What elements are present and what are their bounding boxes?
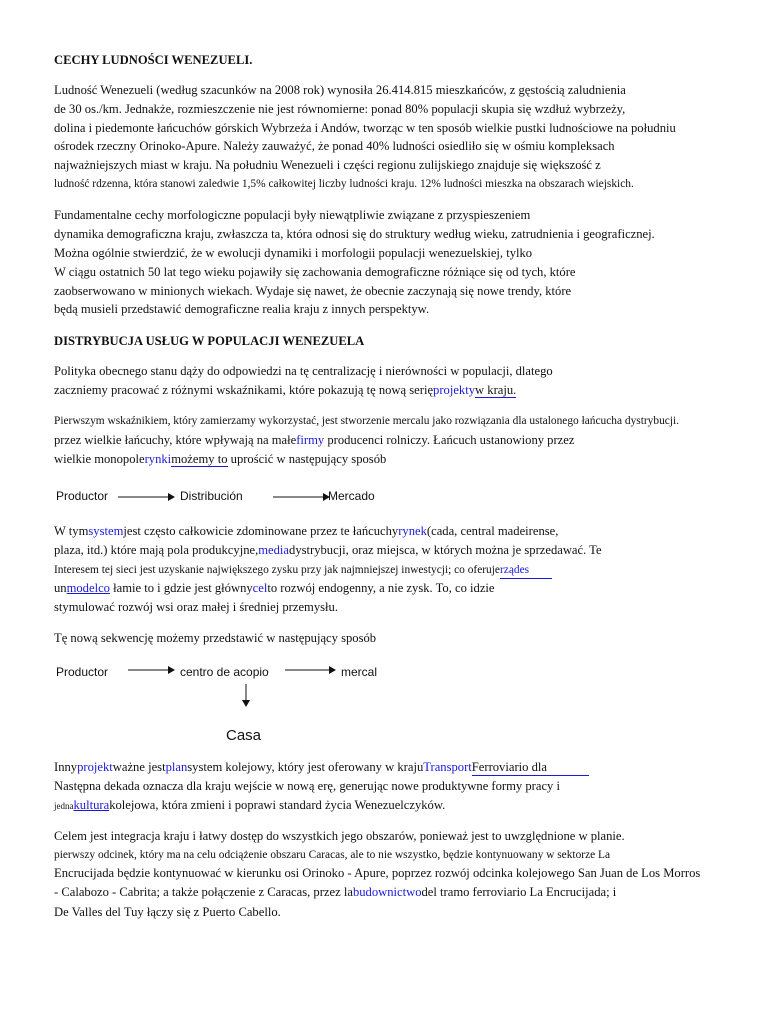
paragraph-line: zaobserwowano w minionych wiekach. Wydaje się nawet, że obecnie zaczynają się nowe trendy, które bbox=[54, 284, 572, 298]
diagram-node-mercado: Mercado bbox=[328, 489, 375, 503]
paragraph-line: W tymsystemjest często całkowicie zdominowane przez te łańcuchyrynek(cada, central madeirense, bbox=[54, 524, 559, 538]
paragraph-line: Pierwszym wskaźnikiem, który zamierzamy wykorzystać, jest stworzenie mercalu jako rozwiązania dla ustalonego łańcucha dystrybucji. bbox=[54, 415, 679, 427]
link-projekt[interactable]: projekt bbox=[77, 760, 113, 774]
paragraph-line: jednakulturakolejowa, która zmieni i poprawi standard życia Wenezuelczyków. bbox=[54, 798, 446, 812]
diagram-arrow bbox=[118, 496, 174, 506]
paragraph-line: - Calabozo - Cabrita; a także połączenie z Caracas, przez labudownictwodel tramo ferroviario La Encrucijada; i bbox=[54, 885, 617, 899]
paragraph-line: pierwszy odcinek, który ma na celu odciążenie obszaru Caracas, ale to nie wszystko, będzie kontynuowany w sektorze La bbox=[54, 849, 611, 861]
link-media[interactable]: media bbox=[258, 543, 290, 557]
paragraph-line: Interesem tej sieci jest uzyskanie największego zysku przy jak najmniejszej inwestycji; co oferujerządes bbox=[54, 562, 552, 579]
paragraph-line: Innyprojektważne jestplansystem kolejowy, który jest oferowany w krajuTransportFerroviario dla bbox=[54, 759, 589, 776]
diagram-node-casa: Casa bbox=[226, 727, 262, 744]
link-rynki[interactable]: rynki bbox=[144, 452, 172, 466]
paragraph-line: Tę nową sekwencję możemy przedstawić w następujący sposób bbox=[54, 631, 377, 645]
paragraph-line: Można ogólnie stwierdzić, że w ewolucji dynamiki i morfologii populacji wenezuelskiej, tylko bbox=[54, 246, 533, 260]
paragraph-line: stymulować rozwój wsi oraz małej i średniej przemysłu. bbox=[54, 600, 338, 614]
link-cel[interactable]: cel bbox=[252, 581, 268, 595]
link-projekty[interactable]: projekty bbox=[433, 383, 476, 397]
paragraph-line: Następna dekada oznacza dla kraju wejście w nową erę, generując nowe produktywne formy pracy i bbox=[54, 779, 560, 793]
diagram-arrow bbox=[285, 669, 335, 679]
diagram-arrow bbox=[128, 669, 174, 679]
paragraph-line: De Valles del Tuy łączy się z Puerto Cabello. bbox=[54, 905, 281, 919]
paragraph-line: plaza, itd.) które mają pola produkcyjne,mediadystrybucji, oraz miejsca, w których można je sprzedawać. Te bbox=[54, 543, 602, 557]
diagram-node-productor: Productor bbox=[56, 489, 109, 503]
paragraph-line: Ludność Wenezueli (według szacunków na 2008 rok) wynosiła 26.414.815 mieszkańców, z gęstością zaludnienia bbox=[54, 83, 626, 97]
link-modelco[interactable]: modelco bbox=[66, 581, 110, 595]
paragraph-line: będą musieli przedstawić demograficzne realia kraju z innych perspektyw. bbox=[54, 302, 430, 316]
diagram-arrow-down bbox=[242, 684, 252, 708]
diagram-node-mercal: mercal bbox=[341, 665, 378, 679]
link-kultura[interactable]: kultura bbox=[73, 798, 110, 812]
link-rzadu[interactable]: rządes bbox=[500, 562, 552, 579]
section-title-distribution: DISTRYBUCJA USŁUG W POPULACJI WENEZUELA bbox=[54, 334, 365, 348]
paragraph-line: wielkie monopolerynkimożemy to uprościć w następujący sposób bbox=[54, 452, 387, 466]
diagram-arrow bbox=[273, 496, 329, 506]
paragraph-line: Encrucijada będzie kontynuować w kierunku osi Orinoko - Apure, poprzez rozwój odcinka kolejowego San Juan de Los Morros bbox=[54, 866, 701, 880]
link-budownictwo[interactable]: budownictwo bbox=[352, 885, 422, 899]
link-plan[interactable]: plan bbox=[165, 760, 188, 774]
diagram-node-centro-de-acopio: centro de acopio bbox=[180, 665, 269, 679]
paragraph-line: dynamika demograficzna kraju, zwłaszcza ta, która odnosi się do struktury według wieku, zatrudnienia i geograficznej. bbox=[54, 227, 655, 241]
paragraph-line: ludność rdzenna, która stanowi zaledwie 1,5% całkowitej liczby ludności kraju. 12% ludności mieszka na obszarach wiejskich. bbox=[54, 178, 634, 190]
diagram-node-productor: Productor bbox=[56, 665, 109, 679]
paragraph-line: unmodelco łamie to i gdzie jest głównycelto rozwój endogenny, a nie zysk. To, co idzie bbox=[54, 581, 495, 595]
link-firmy[interactable]: firmy bbox=[296, 433, 325, 447]
section-title-population: CECHY LUDNOŚCI WENEZUELI. bbox=[54, 53, 253, 67]
link-rynek[interactable]: rynek bbox=[398, 524, 427, 538]
link-transport[interactable]: Transport bbox=[423, 760, 472, 774]
paragraph-line: najważniejszych miast w kraju. Na południu Wenezueli i części regionu zulijskiego znajduje się większość z bbox=[54, 158, 601, 172]
paragraph-line: de 30 os./km. Jednakże, rozmieszczenie nie jest równomierne: ponad 80% populacji skupia się wzdłuż wybrzeży, bbox=[54, 102, 626, 116]
paragraph-line: Polityka obecnego stanu dąży do odpowiedzi na tę centralizację i nierówności w populacji, dlatego bbox=[54, 364, 553, 378]
paragraph-line: przez wielkie łańcuchy, które wpływają na małefirmy producenci rolniczy. Łańcuch ustanowiony przez bbox=[54, 433, 575, 447]
paragraph-line: ośrodek rzeczny Orinoko-Apure. Należy zauważyć, że ponad 40% ludności osiedliło się w ośmiu kompleksach bbox=[54, 139, 615, 153]
paragraph-line: Celem jest integracja kraju i łatwy dostęp do wszystkich jego obszarów, ponieważ jest to uwzględnione w planie. bbox=[54, 829, 625, 843]
diagram-node-distribucion: Distribución bbox=[180, 489, 243, 503]
paragraph-line: Fundamentalne cechy morfologiczne populacji były niewątpliwie związane z przyspieszeniem bbox=[54, 208, 531, 222]
paragraph-line: W ciągu ostatnich 50 lat tego wieku pojawiły się zachowania demograficzne różniące się od tych, które bbox=[54, 265, 576, 279]
paragraph-line: dolina i piedemonte łańcuchów górskich Wybrzeża i Andów, tworząc w ten sposób wielkie pustki ludnościowe na południu bbox=[54, 121, 676, 135]
paragraph-line: zaczniemy pracować z różnymi wskaźnikami, które pokazują tę nową serięprojektyw kraju. bbox=[54, 383, 517, 397]
link-system[interactable]: system bbox=[88, 524, 124, 538]
